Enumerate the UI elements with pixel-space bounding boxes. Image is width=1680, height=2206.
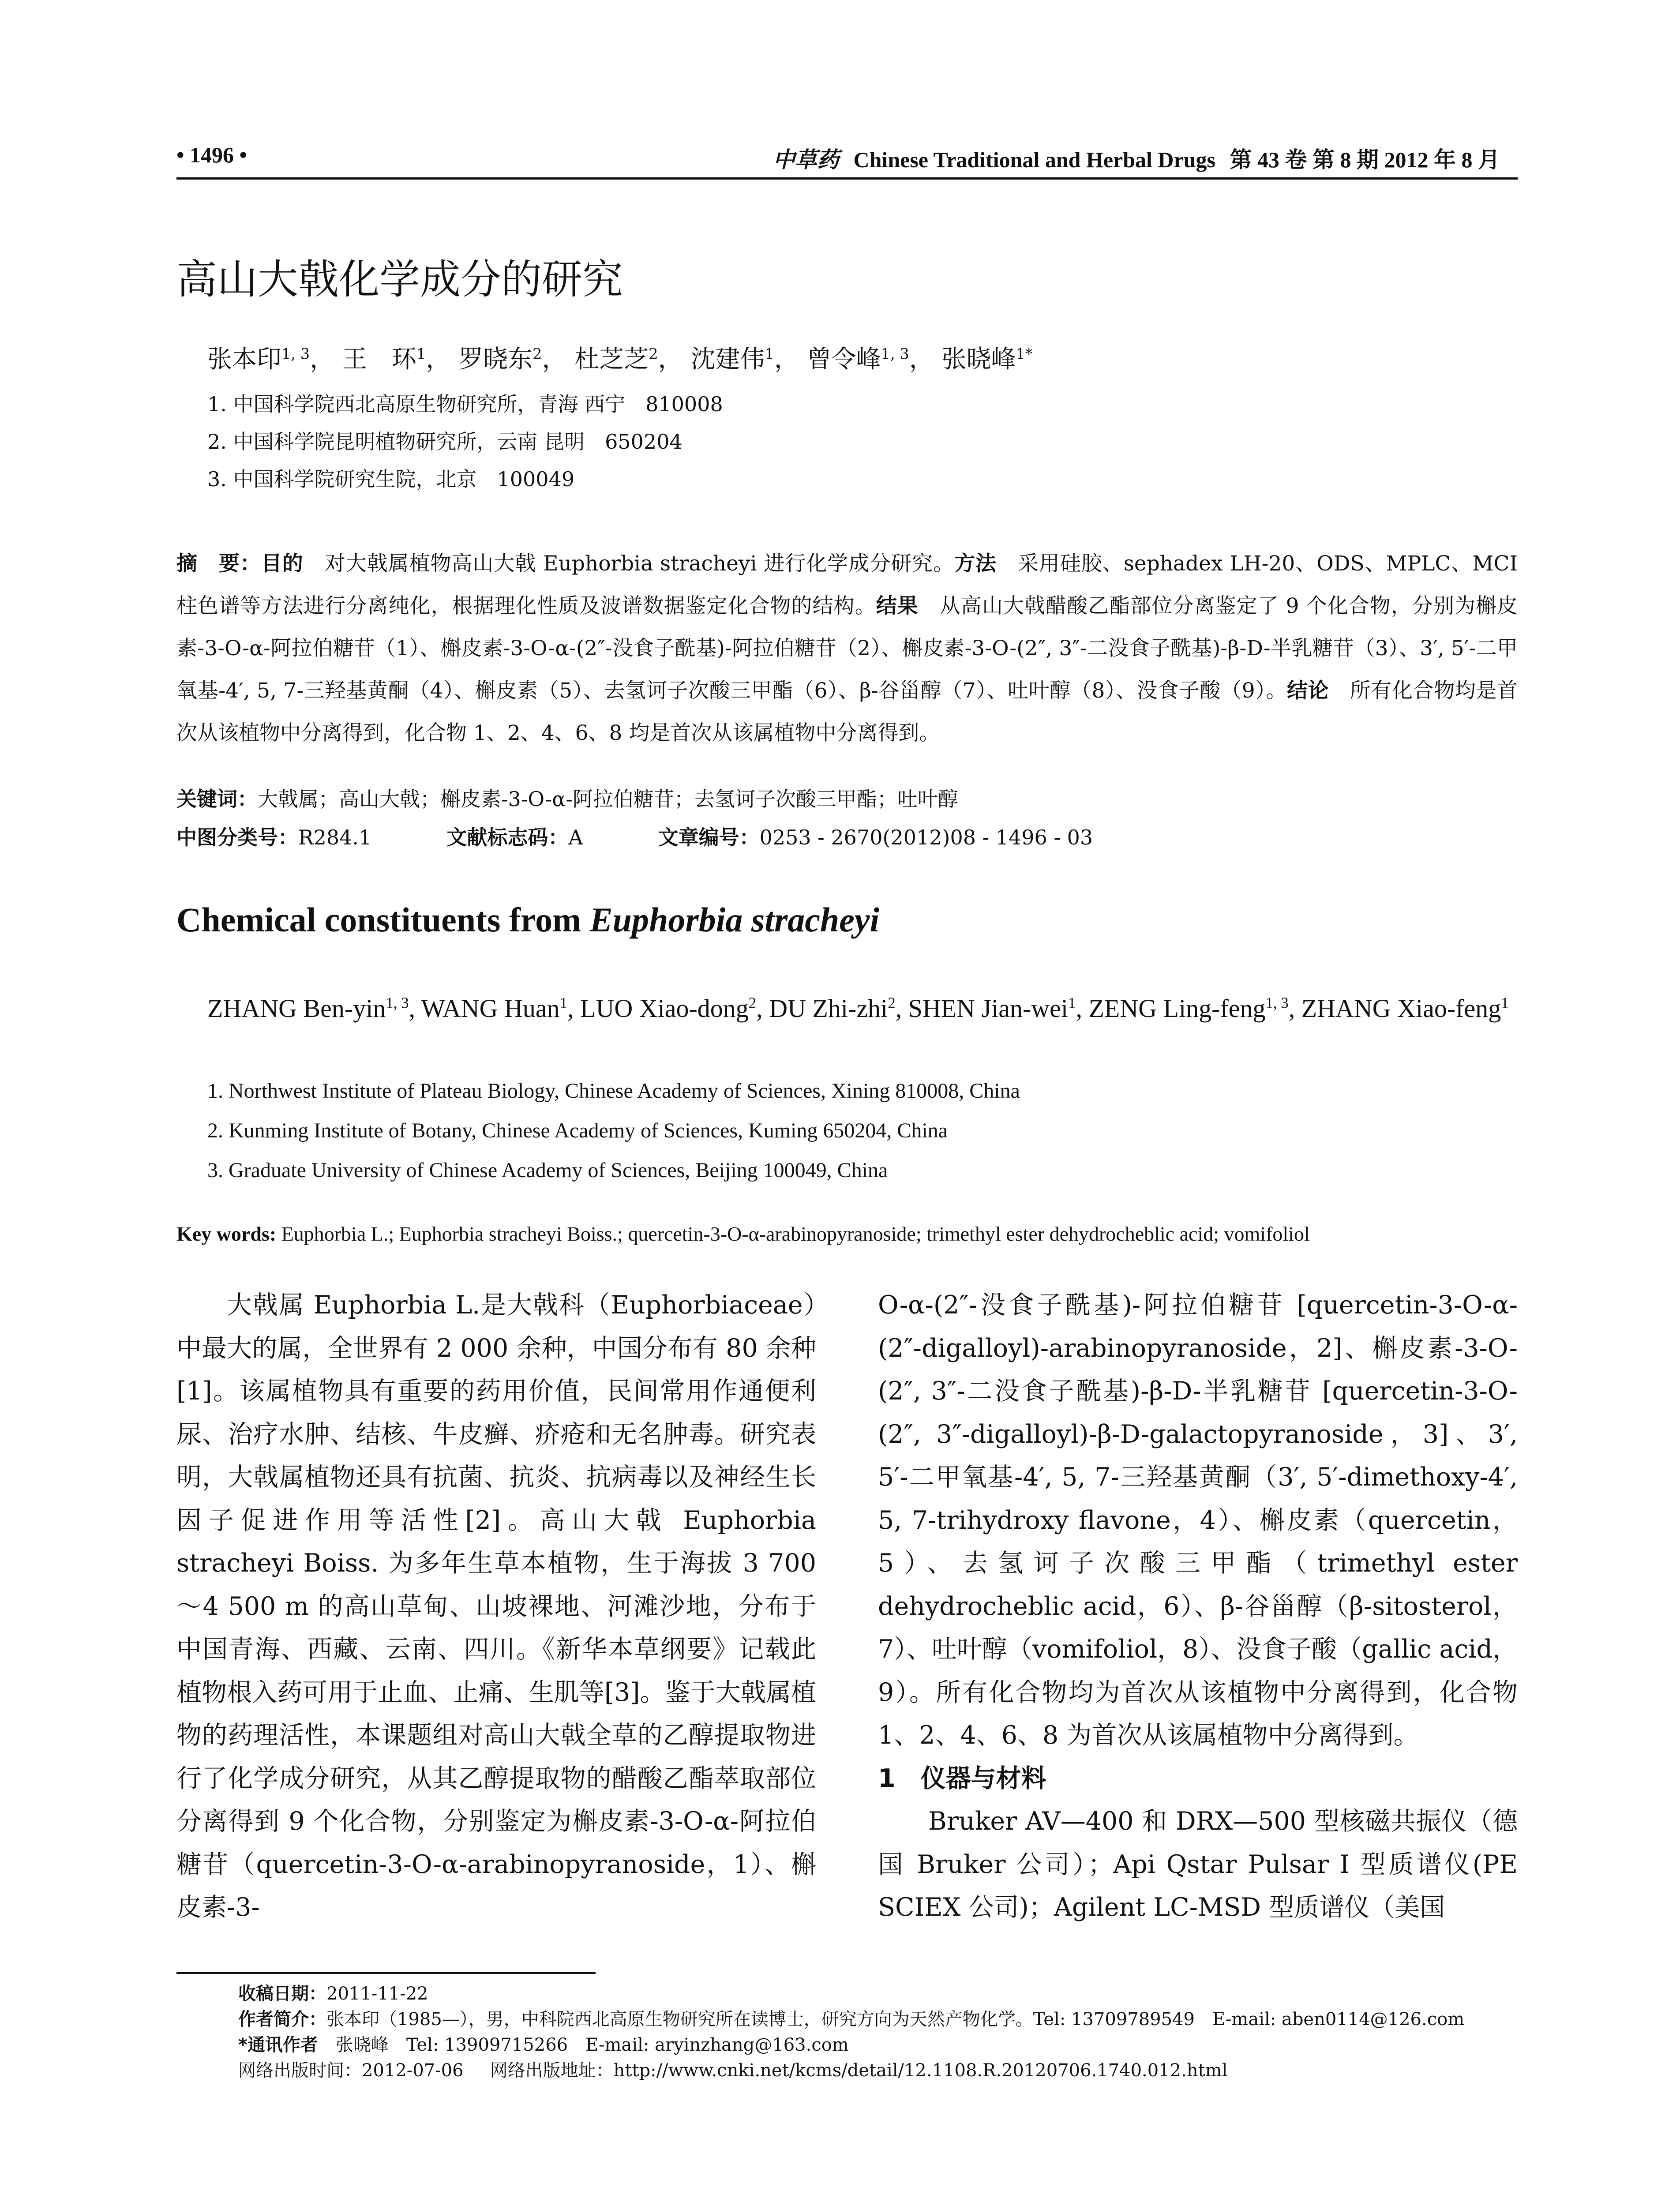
species-name: Euphorbia stracheyi <box>589 900 880 939</box>
author-en: WANG Huan$^1$, <box>421 994 581 1023</box>
author-list-cn <box>207 340 1033 375</box>
page-number: • 1496 • <box>176 143 248 167</box>
journal-name-en: Chinese Traditional and Herbal Drugs <box>853 147 1215 172</box>
author-en: DU Zhi-zhi$^2$, <box>769 994 908 1023</box>
conclusion-label: 结论 <box>1286 679 1329 703</box>
conclusion-text: 所有化合物均是首次从该植物中分离得到，化合物 1、2、4、6、8 均是首次从该属植物中分离得到。 <box>176 679 1518 745</box>
author-en: LUO Xiao-dong$^2$, <box>580 994 769 1023</box>
section-heading: 1 仪器与材料 <box>878 1763 1046 1793</box>
articleno-value: 0253 - 2670(2012)08 - 1496 - 03 <box>759 825 1093 849</box>
body-paragraph: Bruker AV—400 和 DRX—500 型核磁共振仪（德国 Bruker 公司）；Api Qstar Pulsar I 型质谱仪(PE SCIEX 公司)；Agilent LC-MSD 型质谱仪（美国 <box>878 1807 1518 1922</box>
keywords-cn-label: 关键词： <box>176 787 258 811</box>
footnote-rule <box>176 1972 596 1974</box>
journal-name-cn: 中草药 <box>773 146 840 173</box>
online-publication: 网络出版时间：2012-07-06 网络出版地址：http://www.cnki.net/kcms/detail/12.1108.R.20120706.1740.012.html <box>238 2060 1228 2081</box>
header-rule <box>176 177 1518 180</box>
corresponding-author: *通讯作者 张晓峰 Tel: 13909715266 E-mail: aryinzhang@163.com <box>238 2035 849 2055</box>
keywords-cn-text: 大戟属；高山大戟；槲皮素-3-O-α-阿拉伯糖苷；去氢诃子次酸三甲酯；吐叶醇 <box>258 787 958 811</box>
article-title-cn: 高山大戟化学成分的研究 <box>176 256 623 303</box>
result-text: 从高山大戟醋酸乙酯部位分离鉴定了 9 个化合物，分别为槲皮素-3-O-α-阿拉伯糖苷（1）、槲皮素-3-O-α-(2″-没食子酰基)-阿拉伯糖苷（2）、槲皮素-3-O-(2″, 3″-二没食子酰基)-β-D-半乳糖苷（3）、3′, 5′-二甲氧基-4′, 5, 7-三羟基黄酮（4）、槲皮素（5）、去氢诃子次酸三甲酯（6）、β-谷甾醇（7）、吐叶醇（8）、没食子酸（9）。 <box>176 594 1518 703</box>
keywords-cn <box>176 783 958 812</box>
classification-line <box>176 822 1093 851</box>
author-cn: 杜芝芝$^2$， <box>574 345 683 374</box>
result-label: 结果 <box>876 594 919 618</box>
author-en: SHEN Jian-wei$^1$, <box>908 994 1089 1023</box>
doccode-value: A <box>568 825 583 849</box>
affiliation-cn: 2. 中国科学院昆明植物研究所，云南 昆明 650204 <box>207 430 682 454</box>
author-cn: 张晓峰$^{1*}$ <box>941 345 1033 374</box>
objective-label: 目的 <box>261 552 304 576</box>
affiliation-en: 2. Kunming Institute of Botany, Chinese Academy of Sciences, Kuming 650204, China <box>207 1119 948 1142</box>
author-list-en <box>207 987 1518 1030</box>
author-cn: 张本印$^{1, 3}$， <box>207 345 335 374</box>
method-label: 方法 <box>954 552 997 576</box>
journal-issue: 第 43 卷 第 8 期 2012 年 8 月 <box>1230 147 1500 172</box>
author-en: ZHANG Xiao-feng$^1$ <box>1301 994 1509 1023</box>
affiliation-cn: 1. 中国科学院西北高原生物研究所，青海 西宁 810008 <box>207 392 723 416</box>
clc-value: R284.1 <box>298 825 372 849</box>
body-right-column <box>878 1284 1518 1929</box>
abstract-label: 摘 要： <box>176 552 261 576</box>
doccode-label: 文献标志码： <box>446 825 569 849</box>
keywords-en <box>176 1222 1310 1246</box>
journal-info <box>764 142 1500 174</box>
affiliation-en: 1. Northwest Institute of Plateau Biology, Chinese Academy of Sciences, Xining 810008, China <box>207 1079 1020 1103</box>
footnotes <box>238 1981 1518 2083</box>
clc-label: 中图分类号： <box>176 825 298 849</box>
author-cn: 沈建伟$^1$， <box>690 345 799 374</box>
method-text: 采用硅胶、sephadex LH-20、ODS、MPLC、MCI 柱色谱等方法进行分离纯化，根据理化性质及波谱数据鉴定化合物的结构。 <box>176 552 1518 618</box>
objective-text: 对大戟属植物高山大戟 Euphorbia stracheyi 进行化学成分研究。 <box>303 552 955 576</box>
body-left-column: 大戟属 Euphorbia L.是大戟科（Euphorbiaceae）中最大的属，全世界有 2 000 余种，中国分布有 80 余种[1]。该属植物具有重要的药用价值，民间常用作通便利尿、治疗水肿、结核、牛皮癣、疥疮和无名肿毒。研究表明，大戟属植物还具有抗菌、抗炎、抗病毒以及神经生长因子促进作用等活性[2]。高山大戟 Euphorbia stracheyi Boiss. 为多年生草本植物，生于海拔 3 700～4 500 m 的高山草甸、山坡裸地、河滩沙地，分布于中国青海、西藏、云南、四川。《新华本草纲要》记载此植物根入药可用于止血、止痛、生肌等[3]。鉴于大戟属植物的药理活性，本课题组对高山大戟全草的乙醇提取物进行了化学成分研究，从其乙醇提取物的醋酸乙酯萃取部位分离得到 9 个化合物，分别鉴定为槲皮素-3-O-α-阿拉伯糖苷（quercetin-3-O-α-arabinopyranoside，1）、槲皮素-3- <box>176 1291 816 1922</box>
online-url-link[interactable]: http://www.cnki.net/kcms/detail/12.1108.R.20120706.1740.012.html <box>613 2060 1228 2081</box>
running-header <box>176 142 1518 177</box>
author-cn: 王 环$^1$， <box>342 345 451 374</box>
abstract-cn <box>176 543 1518 754</box>
author-cn: 曾令峰$^{1, 3}$， <box>806 345 934 374</box>
articleno-label: 文章编号： <box>658 825 760 849</box>
keywords-en-label: Key words: <box>176 1223 277 1245</box>
received-date: 收稿日期：2011-11-22 <box>238 1984 428 2004</box>
author-cn: 罗晓东$^2$， <box>458 345 567 374</box>
affiliation-en: 3. Graduate University of Chinese Academy of Sciences, Beijing 100049, China <box>207 1159 888 1182</box>
author-en: ZHANG Ben-yin$^{1, 3}$, <box>207 994 421 1023</box>
body-paragraph: O-α-(2″-没食子酰基)-阿拉伯糖苷 [quercetin-3-O-α-(2″-digalloyl)-arabinopyranoside，2]、槲皮素-3-O-(2″, 3″-二没食子酰基)-β-D-半乳糖苷 [quercetin-3-O-(2″, 3″-digalloyl)-β-D-galactopyranoside，3]、3′, 5′-二甲氧基-4′, 5, 7-三羟基黄酮（3′, 5′-dimethoxy-4′, 5, 7-trihydroxy flavone，4）、槲皮素（quercetin，5）、去氢诃子次酸三甲酯（trimethyl ester dehydrocheblic acid，6）、β-谷甾醇（β-sitosterol，7）、吐叶醇（vomifoliol，8）、没食子酸（gallic acid，9）。所有化合物均为首次从该植物中分离得到，化合物 1、2、4、6、8 为首次从该属植物中分离得到。 <box>878 1291 1518 1750</box>
author-en: ZENG Ling-feng$^{1, 3}$, <box>1088 994 1301 1023</box>
article-title-en: Chemical constituents from Euphorbia stracheyi <box>176 900 880 939</box>
keywords-en-text: Euphorbia L.; Euphorbia stracheyi Boiss.; quercetin-3-O-α-arabinopyranoside; trimethyl ester dehydrocheblic acid; vomifoliol <box>281 1223 1310 1245</box>
author-bio: 作者简介：张本印（1985—），男，中科院西北高原生物研究所在读博士，研究方向为天然产物化学。Tel: 13709789549 E-mail: aben0114@126.com <box>238 2009 1465 2030</box>
affiliation-cn: 3. 中国科学院研究生院，北京 100049 <box>207 467 575 491</box>
